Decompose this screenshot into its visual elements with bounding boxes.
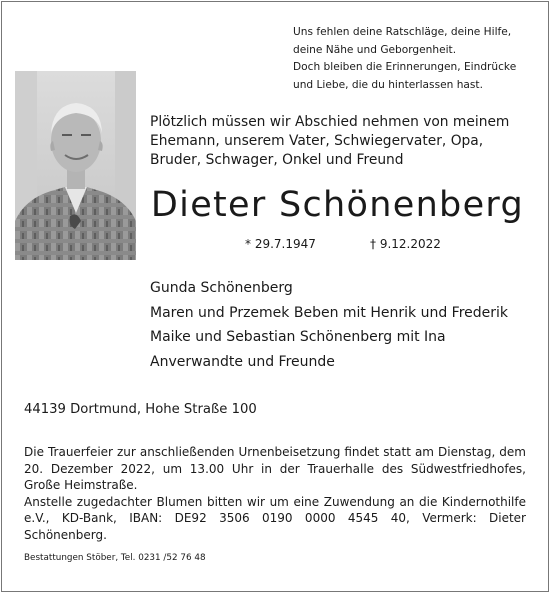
- notice-body: [24, 444, 526, 543]
- poem-line: deine Nähe und Geborgenheit.: [293, 43, 457, 56]
- poem-line: Uns fehlen deine Ratschläge, deine Hilfe,: [293, 26, 512, 38]
- mourner-line: Anverwandte und Freunde: [150, 353, 335, 370]
- intro-line: Bruder, Schwager, Onkel und Freund: [150, 152, 404, 168]
- portrait-photo: [15, 71, 136, 260]
- poem-line: und Liebe, die du hinterlassen hast.: [293, 78, 483, 91]
- intro-line: Plötzlich müssen wir Abschied nehmen von meinem: [150, 114, 510, 130]
- poem-line: Doch bleiben die Erinnerungen, Eindrücke: [293, 61, 517, 73]
- mourner-line: Maike und Sebastian Schönenberg mit Ina: [150, 329, 446, 345]
- undertaker-contact: Bestattungen Stöber, Tel. 0231 /52 76 48: [24, 553, 206, 563]
- mourners-list: [150, 276, 545, 374]
- obituary-notice: [1, 1, 549, 592]
- mourner-line: Gunda Schönenberg: [150, 280, 293, 296]
- intro-line: Ehemann, unserem Vater, Schwiegervater, Opa,: [150, 133, 484, 149]
- portrait-photo-image: [15, 71, 136, 260]
- death-date: † 9.12.2022: [370, 237, 441, 251]
- mourner-line: Maren und Przemek Beben mit Henrik und Frederik: [150, 304, 509, 321]
- donation-info: Anstelle zugedachter Blumen bitten wir um eine Zuwendung an die Kindernothilfe e.V., KD-Bank, IBAN: DE92 3506 0190 0000 4545 40, Vermerk: Dieter Schönenberg.: [24, 494, 526, 542]
- family-address: 44139 Dortmund, Hohe Straße 100: [24, 402, 257, 417]
- birth-date: * 29.7.1947: [245, 237, 316, 251]
- intro-text: [150, 113, 545, 170]
- funeral-info: Die Trauerfeier zur anschließenden Urnenbeisetzung findet statt am Dienstag, dem 20. Dezember 2022, um 13.00 Uhr in der Trauerhalle des Südwestfriedhofes, Große Heimstraße.: [24, 445, 526, 492]
- deceased-name: Dieter Schönenberg: [150, 185, 524, 225]
- memorial-poem: [293, 24, 543, 94]
